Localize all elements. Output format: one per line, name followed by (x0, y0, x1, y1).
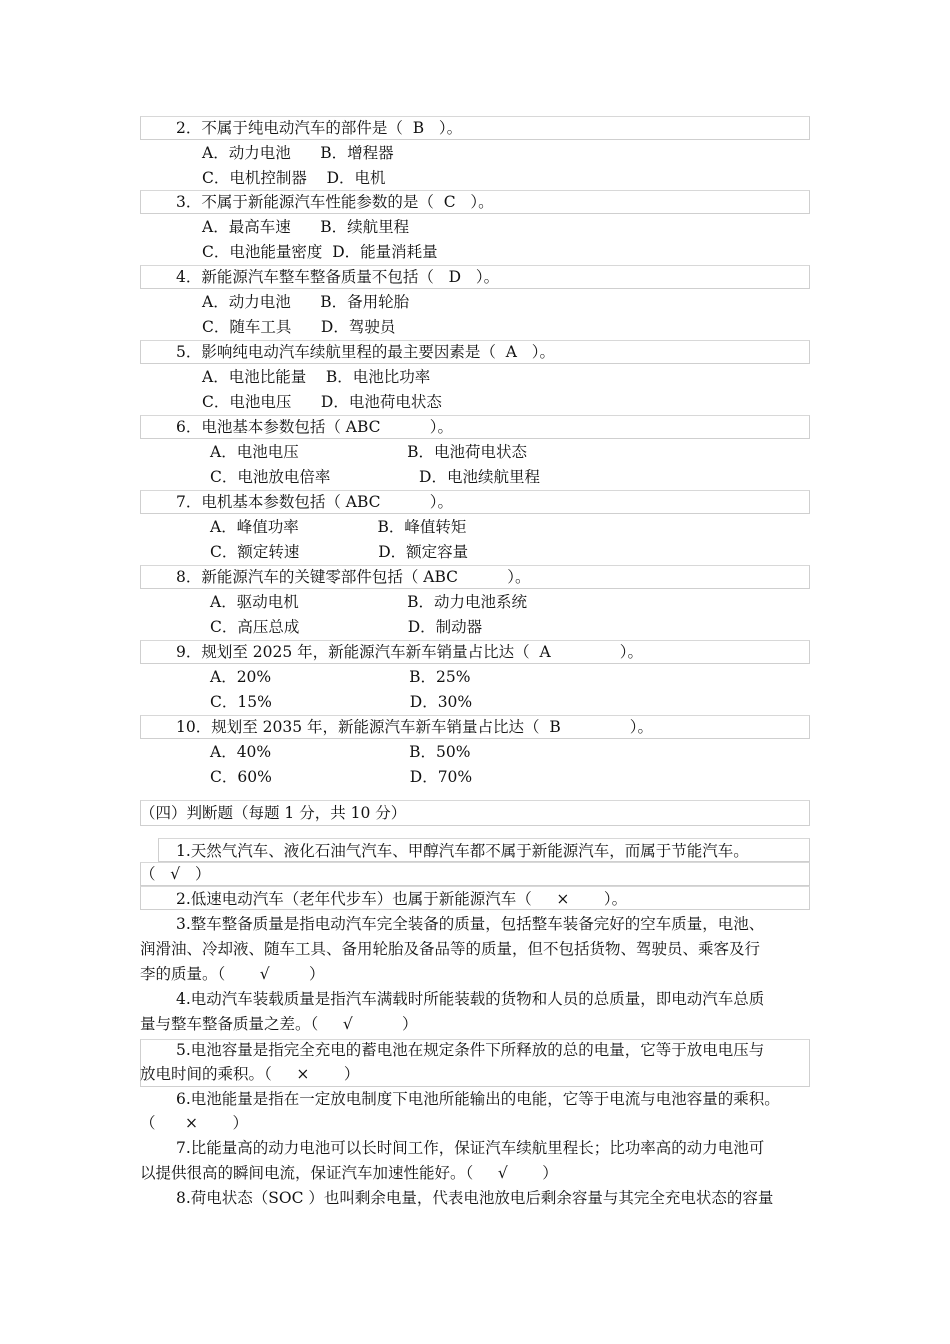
question-6-options-ab: A．电池电压 B．电池荷电状态 (210, 443, 527, 461)
question-8-options-ab: A．驱动电机 B．动力电池系统 (210, 593, 527, 611)
question-6: 6．电池基本参数包括（ ABC ）。 (176, 418, 454, 436)
question-3-options-cd: C．电池能量密度 D．能量消耗量 (202, 243, 438, 261)
question-10: 10．规划至 2035 年，新能源汽车新车销量占比达（ B ）。 (176, 718, 653, 736)
question-2: 2．不属于纯电动汽车的部件是（ B ）。 (176, 119, 463, 137)
judge-7-line-2: 以提供很高的瞬间电流，保证汽车加速性能好。（ √ ） (140, 1164, 558, 1182)
field-box (140, 862, 810, 886)
judge-6-line-1: 6.电池能量是指在一定放电制度下电池所能输出的电能，它等于电流与电池容量的乘积。 (176, 1090, 780, 1108)
question-7: 7．电机基本参数包括（ ABC ）。 (176, 493, 454, 511)
question-2-options-cd: C．电机控制器 D．电机 (202, 169, 386, 187)
question-10-options-ab: A．40% B．50% (210, 743, 471, 761)
judge-7-line-1: 7.比能量高的动力电池可以长时间工作，保证汽车续航里程长；比功率高的动力电池可 (176, 1139, 765, 1157)
judge-3-line-1: 3.整车整备质量是指电动汽车完全装备的质量，包括整车装备完好的空车质量，电池、 (176, 915, 765, 933)
question-9-options-cd: C．15% D．30% (210, 693, 473, 711)
question-5-options-ab: A．电池比能量 B．电池比功率 (202, 368, 431, 386)
judge-5-line-2: 放电时间的乘积。（ × ） (140, 1065, 360, 1083)
question-5-options-cd: C．电池电压 D．电池荷电状态 (202, 393, 442, 411)
question-5: 5．影响纯电动汽车续航里程的最主要因素是（ A ）。 (176, 343, 555, 361)
question-7-options-cd: C．额定转速 D．额定容量 (210, 543, 469, 561)
question-8-options-cd: C．高压总成 D．制动器 (210, 618, 483, 636)
question-7-options-ab: A．峰值功率 B．峰值转矩 (210, 518, 467, 536)
judge-5-line-1: 5.电池容量是指完全充电的蓄电池在规定条件下所释放的总的电量，它等于放电电压与 (176, 1041, 765, 1059)
section-title: （四）判断题（每题 1 分，共 10 分） (140, 804, 407, 822)
question-9: 9．规划至 2025 年，新能源汽车新车销量占比达（ A ）。 (176, 643, 643, 661)
judge-1-line-1: 1.天然气汽车、液化石油气汽车、甲醇汽车都不属于新能源汽车，而属于节能汽车。 (176, 842, 749, 860)
question-3: 3．不属于新能源汽车性能参数的是（ C ）。 (176, 193, 494, 211)
question-4: 4．新能源汽车整车整备质量不包括（ D ）。 (176, 268, 500, 286)
question-4-options-ab: A．动力电池 B．备用轮胎 (202, 293, 410, 311)
judge-1-line-2: （ √ ） (140, 865, 211, 883)
judge-4-line-1: 4.电动汽车装载质量是指汽车满载时所能装载的货物和人员的总质量，即电动汽车总质 (176, 990, 765, 1008)
question-9-options-ab: A．20% B．25% (210, 668, 471, 686)
question-3-options-ab: A．最高车速 B．续航里程 (202, 218, 410, 236)
judge-8-line-1: 8.荷电状态（SOC ）也叫剩余电量，代表电池放电后剩余容量与其完全充电状态的容量 (176, 1189, 774, 1207)
question-2-options-ab: A．动力电池 B．增程器 (202, 144, 394, 162)
judge-3-line-2: 润滑油、冷却液、随车工具、备用轮胎及备品等的质量，但不包括货物、驾驶员、乘客及行 (140, 940, 761, 958)
judge-3-line-3: 李的质量。（ √ ） (140, 965, 325, 983)
question-4-options-cd: C．随车工具 D．驾驶员 (202, 318, 396, 336)
question-6-options-cd: C．电池放电倍率 D．电池续航里程 (210, 468, 540, 486)
judge-6-line-2: （ × ） (140, 1114, 249, 1132)
judge-2: 2.低速电动汽车（老年代步车）也属于新能源汽车（ × ）。 (176, 890, 628, 908)
judge-4-line-2: 量与整车整备质量之差。（ √ ） (140, 1015, 418, 1033)
question-8: 8．新能源汽车的关键零部件包括（ ABC ）。 (176, 568, 531, 586)
question-10-options-cd: C．60% D．70% (210, 768, 473, 786)
